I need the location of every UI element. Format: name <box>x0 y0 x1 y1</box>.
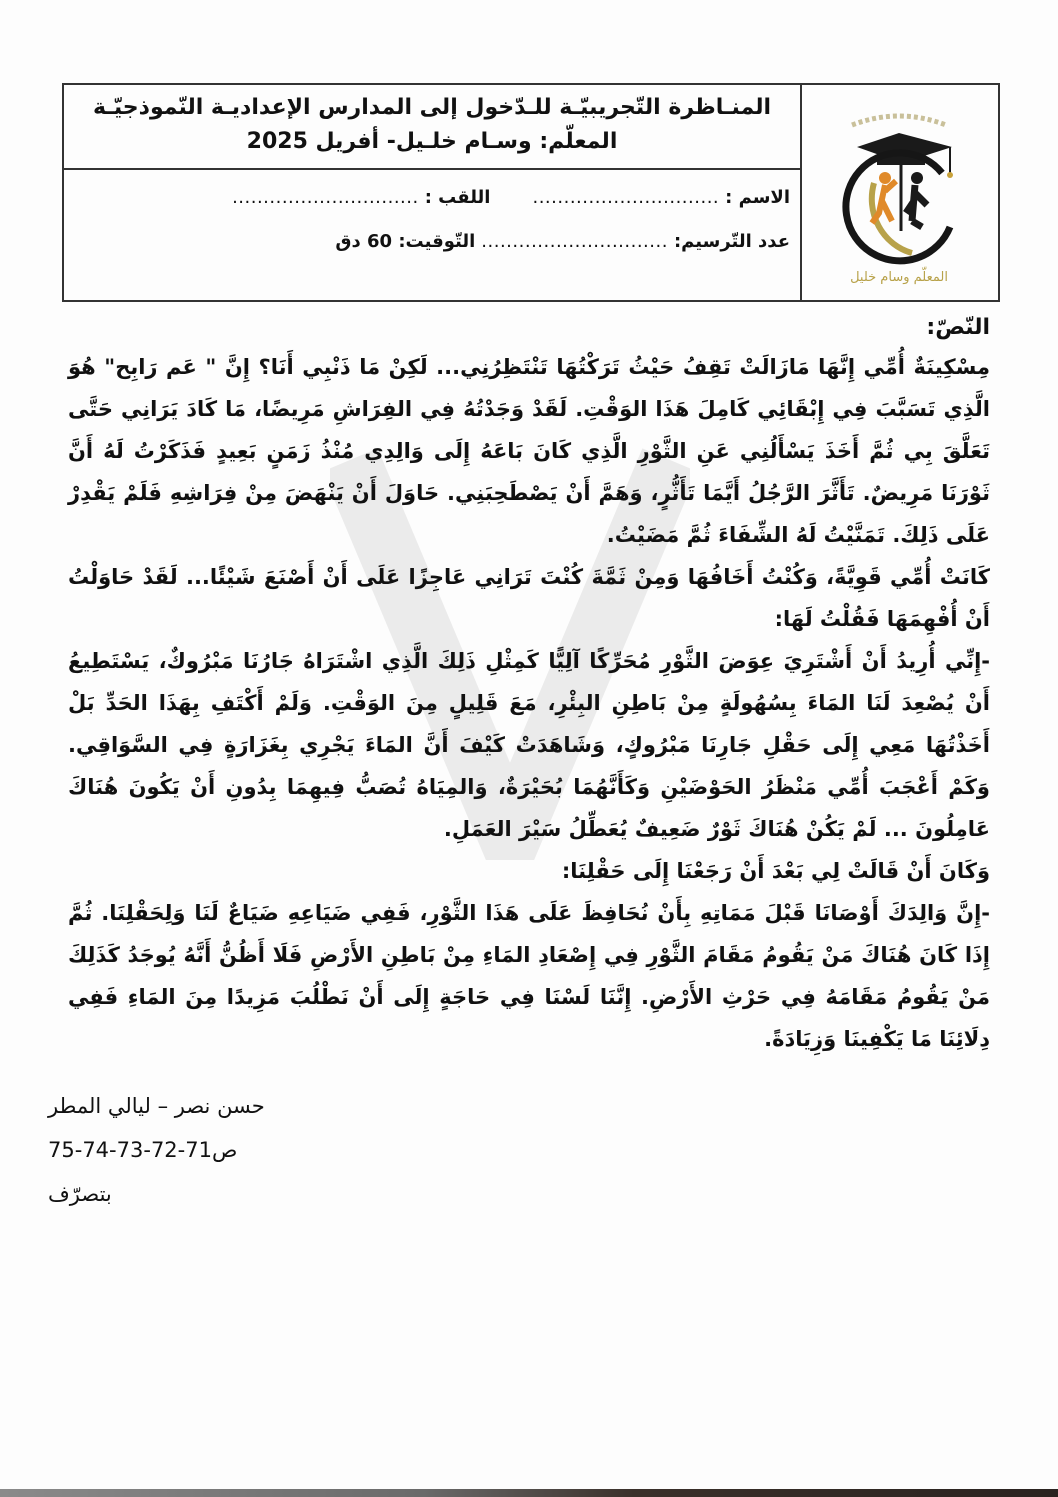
exam-title-cell <box>64 85 800 170</box>
source-author-book: حسن نصر – ليالي المطر <box>48 1094 265 1118</box>
text-source <box>48 1084 468 1216</box>
text-paragraph-5: -إِنَّ وَالِدَكَ أَوْصَانَا قَبْلَ مَمَاتِهِ بِأَنْ نُحَافِظَ عَلَى هَذَا الثَّوْرِ، فَفِي ضَيَاعِهِ ضَيَاعٌ لَنَا وَلِحَقْلِنَا. ثُمَّ إِذَا كَانَ هُنَاكَ مَنْ يَقُومُ مَقَامَ الثَّوْرِ فِي إِصْعَادِ المَاءِ مِنْ بَاطِنِ الأَرْضِ فَلَا أَظُنُّ أَنَّهُ يُوجَدُ كَذَلِكَ مَنْ يَقُومُ مَقَامَهُ فِي حَرْثِ الأَرْضِ. إِنَّنَا لَسْنَا فِي حَاجَةٍ إِلَى أَنْ نَطْلُبَ مَزِيدًا مِنَ المَاءِ فَفِي دِلَائِنَا مَا يَكْفِينَا وَزِيَادَةً. <box>68 901 990 1051</box>
text-paragraph-1: مِسْكِينَةٌ أُمِّي إِنَّهَا مَازَالَتْ تَقِفُ حَيْثُ تَرَكْتُهَا تَنْتَظِرُنِي... لَكِنْ مَا ذَنْبِي أَنَا؟ إِنَّ " عَم رَابِح" هُوَ الَّذِي تَسَبَّبَ فِي إِبْقَائِي كَامِلَ هَذَا الوَقْتِ. لَقَدْ وَجَدْتُهُ فِي الفِرَاشِ مَرِيضًا، مَا كَادَ يَرَانِي حَتَّى تَعَلَّقَ بِي ثُمَّ أَخَذَ يَسْأَلُنِي عَنِ الثَّوْرِ الَّذِي كَانَ بَاعَهُ إِلَى وَالِدِي مُنْذُ زَمَنٍ بَعِيدٍ فَذَكَرْتُ لَهُ أَنَّ ثَوْرَنَا مَرِيضٌ. تَأَثَّرَ الرَّجُلُ أَيَّمَا تَأَثُّرٍ، وَهَمَّ أَنْ يَصْطَحِبَنِي. حَاوَلَ أَنْ يَنْهَضَ مِنْ فِرَاشِهِ فَلَمْ يَقْدِرْ عَلَى ذَلِكَ. تَمَنَّيْتُ لَهُ الشِّفَاءَ ثُمَّ مَضَيْتُ. <box>68 355 990 547</box>
exam-header-box <box>62 83 1000 302</box>
teacher-date-line: المعلّم: وسـام خلـيل- أفريل 2025 <box>246 129 618 154</box>
name-label: الاسم : <box>725 187 790 208</box>
text-paragraph-2: كَانَتْ أُمِّي قَوِيَّةً، وَكُنْتُ أَخَافُهَا وَمِنْ ثَمَّةَ كُنْتَ تَرَانِي عَاجِزًا عَلَى أَنْ أَصْنَعَ شَيْئًا... لَقَدْ حَاوَلْتُ أَنْ أُفْهِمَهَا فَقُلْتُ لَهَا: <box>68 565 990 631</box>
registration-row <box>64 220 800 264</box>
logo-cell <box>800 85 998 300</box>
surname-label: اللقب : <box>424 187 491 208</box>
registration-label: عدد التّرسيم: <box>673 231 790 252</box>
student-info-cell <box>64 170 800 300</box>
text-paragraph-3: -إِنِّي أُرِيدُ أَنْ أَشْتَرِيَ عِوَضَ الثَّوْرِ مُحَرِّكًا آلِيًّا كَمِثْلِ ذَلِكَ الَّذِي اشْتَرَاهُ جَارُنَا مَبْرُوكٌ، يَسْتَطِيعُ أَنْ يُصْعِدَ لَنَا المَاءَ بِسُهُولَةٍ مِنْ بَاطِنِ البِئْرِ، مَعَ قَلِيلٍ مِنَ الوَقْتِ. وَلَمْ أَكْتَفِ بِهَذَا الحَدِّ بَلْ أَخَذْتُهَا مَعِي إِلَى حَقْلِ جَارِنَا مَبْرُوكٍ، وَشَاهَدَتْ كَيْفَ أَنَّ المَاءَ يَجْرِي بِغَزَارَةٍ فِي السَّوَاقِي. وَكَمْ أَعْجَبَ أُمِّي مَنْظَرُ الحَوْضَيْنِ وَكَأَنَّهُمَا بُحَيْرَةٌ، وَالمِيَاهُ تُصَبُّ فِيهِمَا بِدُونِ أَنْ يَكُونَ هُنَاكَ عَامِلُونَ ... لَمْ يَكُنْ هُنَاكَ ثَوْرٌ ضَعِيفٌ يُعَطِّلُ سَيْرَ العَمَلِ. <box>68 649 990 841</box>
source-adapted: بتصرّف <box>48 1182 112 1206</box>
registration-field[interactable]: .............................. <box>481 231 668 252</box>
reading-text <box>68 310 990 1060</box>
duration-label: التّوقيت: 60 دق <box>335 231 476 252</box>
exam-title: المنـاظرة التّجريبيّـة للـدّخول إلى المدارس الإعداديـة النّموذجيّـة <box>92 95 772 120</box>
text-heading: النّصّ: <box>926 315 990 340</box>
text-paragraph-4: وَكَانَ أَنْ قَالَتْ لِي بَعْدَ أَنْ رَجَعْنَا إِلَى حَقْلِنَا: <box>561 859 990 883</box>
name-row <box>64 176 800 220</box>
name-field[interactable]: .............................. <box>532 187 720 208</box>
scan-bottom-edge <box>0 1489 1058 1497</box>
surname-field[interactable]: .............................. <box>232 187 419 208</box>
school-logo-icon <box>802 85 996 300</box>
source-pages: ص71-72-73-74-75 <box>48 1138 238 1162</box>
logo-caption: المعلّم وسام خليل <box>850 270 948 285</box>
